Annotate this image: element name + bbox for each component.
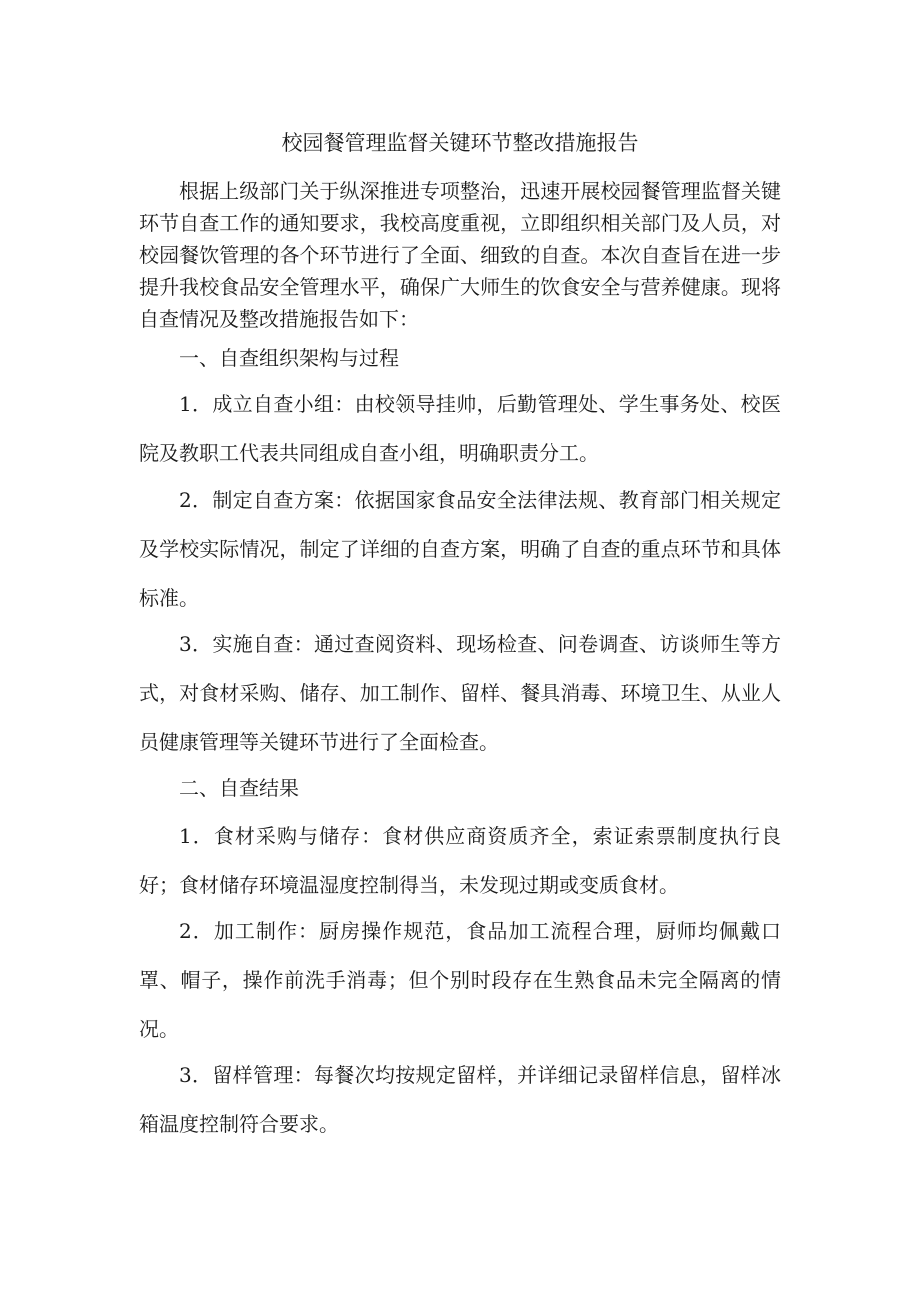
document-title: 校园餐管理监督关键环节整改措施报告: [281, 131, 639, 155]
section-1-item-2: 2．制定自查方案：依据国家食品安全法律法规、教育部门相关规定及学校实际情况，制定了详细的自查方案，明确了自查的重点环节和具体标准。: [139, 488, 781, 610]
section-2-item-1: 1．食材采购与储存：食材供应商资质齐全，索证索票制度执行良好；食材储存环境温湿度控制得当，未发现过期或变质食材。: [139, 824, 781, 897]
section-1-item-1: 1．成立自查小组：由校领导挂帅，后勤管理处、学生事务处、校医院及教职工代表共同组成自查小组，明确职责分工。: [139, 392, 781, 465]
section-2-item-3: 3．留样管理：每餐次均按规定留样，并详细记录留样信息，留样冰箱温度控制符合要求。: [139, 1063, 781, 1136]
section-1-heading: 一、自查组织架构与过程: [179, 346, 399, 370]
section-2-item-2: 2．加工制作：厨房操作规范，食品加工流程合理，厨师均佩戴口罩、帽子，操作前洗手消毒；但个别时段存在生熟食品未完全隔离的情况。: [139, 919, 781, 1041]
intro-paragraph: 根据上级部门关于纵深推进专项整治，迅速开展校园餐管理监督关键环节自查工作的通知要求，我校高度重视，立即组织相关部门及人员，对校园餐饮管理的各个环节进行了全面、细致的自查。本次自查旨在进一步提升我校食品安全管理水平，确保广大师生的饮食安全与营养健康。现将自查情况及整改措施报告如下：: [139, 179, 781, 331]
section-1-item-3: 3．实施自查：通过查阅资料、现场检查、问卷调查、访谈师生等方式，对食材采购、储存、加工制作、留样、餐具消毒、环境卫生、从业人员健康管理等关键环节进行了全面检查。: [139, 632, 781, 754]
section-2-heading: 二、自查结果: [179, 776, 299, 800]
